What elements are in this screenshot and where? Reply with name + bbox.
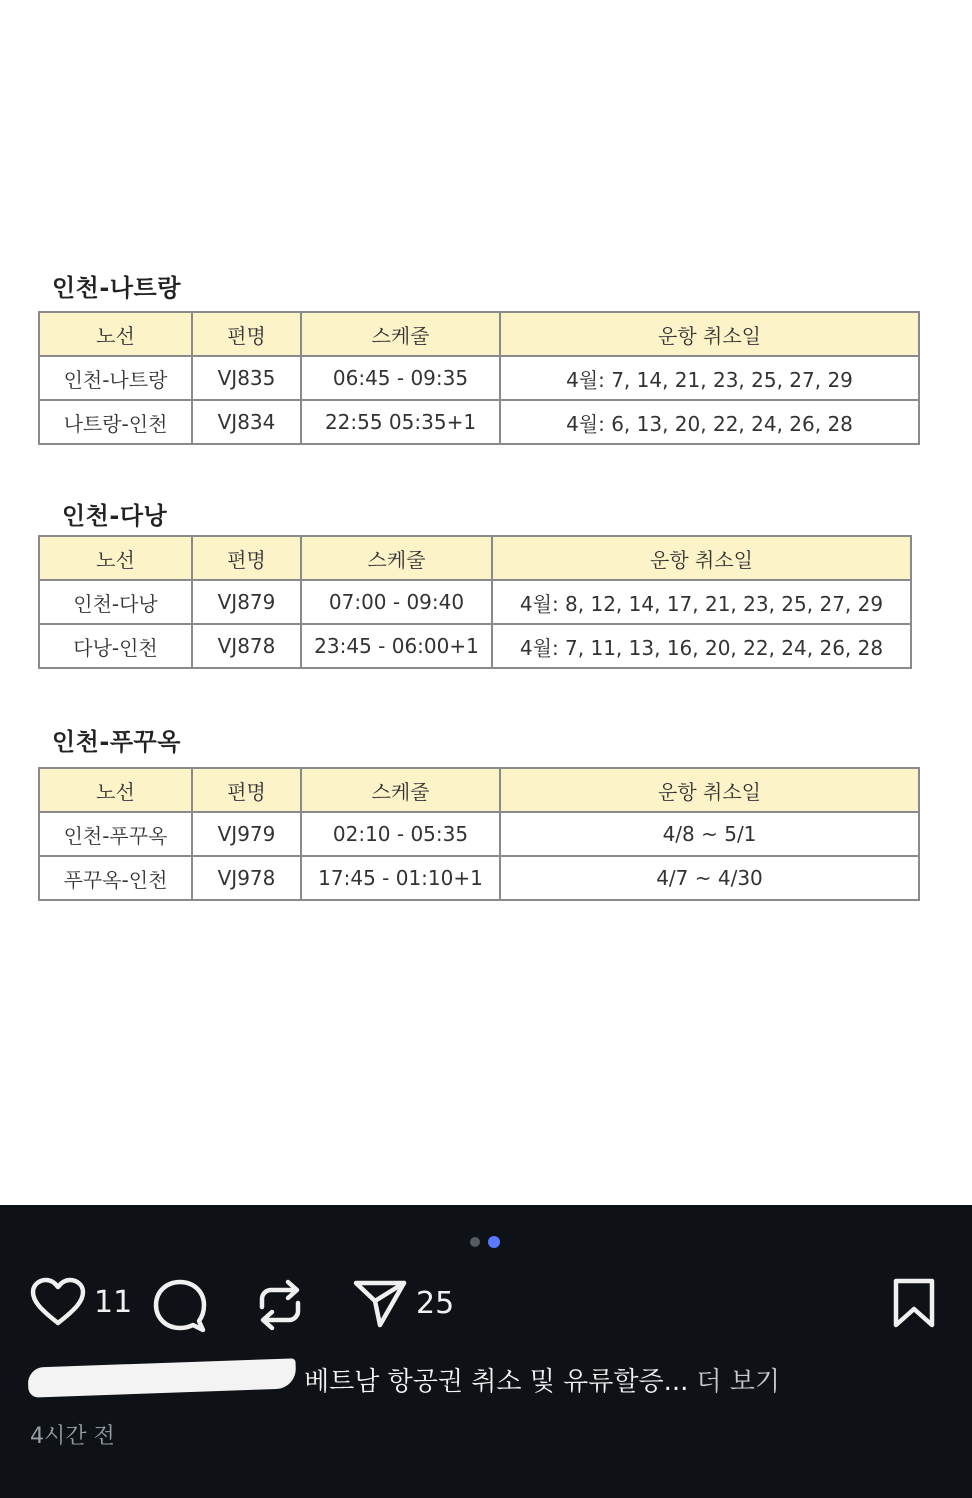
section-title-nhatrang: 인천-나트랑 xyxy=(52,274,181,302)
comment-icon xyxy=(152,1277,208,1333)
share-button[interactable] xyxy=(352,1277,454,1329)
post-timestamp: 4시간 전 xyxy=(30,1424,115,1449)
cell-route: 나트랑-인천 xyxy=(39,400,192,444)
post-action-bar xyxy=(0,1205,972,1498)
cell-cancel-dates: 4/7 ~ 4/30 xyxy=(500,856,919,900)
table-row xyxy=(39,400,919,444)
cell-route: 인천-푸꾸옥 xyxy=(39,812,192,856)
carousel-dot-active[interactable] xyxy=(488,1236,500,1248)
cell-route: 인천-다낭 xyxy=(39,580,192,624)
repost-button[interactable] xyxy=(254,1277,306,1333)
table-row xyxy=(39,580,911,624)
send-icon xyxy=(352,1277,408,1329)
cell-flight: VJ834 xyxy=(192,400,301,444)
like-button[interactable] xyxy=(30,1277,132,1327)
header-schedule: 스케줄 xyxy=(301,312,500,356)
cell-flight: VJ978 xyxy=(192,856,301,900)
cell-cancel-dates: 4/8 ~ 5/1 xyxy=(500,812,919,856)
heart-icon xyxy=(30,1277,86,1327)
header-cancel-dates: 운항 취소일 xyxy=(500,312,919,356)
schedule-table-phuquoc xyxy=(38,767,920,901)
cell-cancel-dates: 4월: 6, 13, 20, 22, 24, 26, 28 xyxy=(500,400,919,444)
schedule-table-danang xyxy=(38,535,912,669)
more-link[interactable]: 더 보기 xyxy=(696,1367,780,1397)
table-header-row xyxy=(39,768,919,812)
cell-route: 다낭-인천 xyxy=(39,624,192,668)
section-title-danang: 인천-다낭 xyxy=(62,502,168,530)
cell-route: 푸꾸옥-인천 xyxy=(39,856,192,900)
table-row xyxy=(39,624,911,668)
cell-cancel-dates: 4월: 7, 14, 21, 23, 25, 27, 29 xyxy=(500,356,919,400)
header-route: 노선 xyxy=(39,312,192,356)
table-row xyxy=(39,812,919,856)
caption-text: 베트남 항공권 취소 및 유류할증... xyxy=(304,1367,689,1397)
comment-button[interactable] xyxy=(152,1277,208,1333)
redacted-username xyxy=(28,1358,297,1397)
like-count: 11 xyxy=(94,1284,133,1320)
section-title-phuquoc: 인천-푸꾸옥 xyxy=(52,728,181,756)
cell-schedule: 17:45 - 01:10+1 xyxy=(301,856,500,900)
schedule-table-nhatrang xyxy=(38,311,920,445)
table-header-row xyxy=(39,536,911,580)
header-cancel-dates: 운항 취소일 xyxy=(492,536,911,580)
header-cancel-dates: 운항 취소일 xyxy=(500,768,919,812)
cell-schedule: 02:10 - 05:35 xyxy=(301,812,500,856)
header-flight: 편명 xyxy=(192,536,301,580)
cell-flight: VJ979 xyxy=(192,812,301,856)
carousel-indicator xyxy=(470,1237,500,1248)
header-schedule: 스케줄 xyxy=(301,768,500,812)
table-row xyxy=(39,856,919,900)
cell-flight: VJ835 xyxy=(192,356,301,400)
cell-flight: VJ879 xyxy=(192,580,301,624)
header-route: 노선 xyxy=(39,536,192,580)
post-caption[interactable] xyxy=(28,1355,948,1399)
table-row xyxy=(39,356,919,400)
cell-schedule: 22:55 05:35+1 xyxy=(301,400,500,444)
cell-flight: VJ878 xyxy=(192,624,301,668)
header-flight: 편명 xyxy=(192,312,301,356)
header-route: 노선 xyxy=(39,768,192,812)
share-count: 25 xyxy=(416,1285,455,1321)
header-flight: 편명 xyxy=(192,768,301,812)
table-header-row xyxy=(39,312,919,356)
cell-schedule: 06:45 - 09:35 xyxy=(301,356,500,400)
cell-route: 인천-나트랑 xyxy=(39,356,192,400)
header-schedule: 스케줄 xyxy=(301,536,492,580)
bookmark-icon xyxy=(892,1277,936,1329)
cell-cancel-dates: 4월: 8, 12, 14, 17, 21, 23, 25, 27, 29 xyxy=(492,580,911,624)
carousel-dot[interactable] xyxy=(470,1237,480,1247)
cell-schedule: 07:00 - 09:40 xyxy=(301,580,492,624)
repost-icon xyxy=(254,1277,306,1333)
cell-cancel-dates: 4월: 7, 11, 13, 16, 20, 22, 24, 26, 28 xyxy=(492,624,911,668)
bookmark-button[interactable] xyxy=(892,1277,936,1329)
cell-schedule: 23:45 - 06:00+1 xyxy=(301,624,492,668)
